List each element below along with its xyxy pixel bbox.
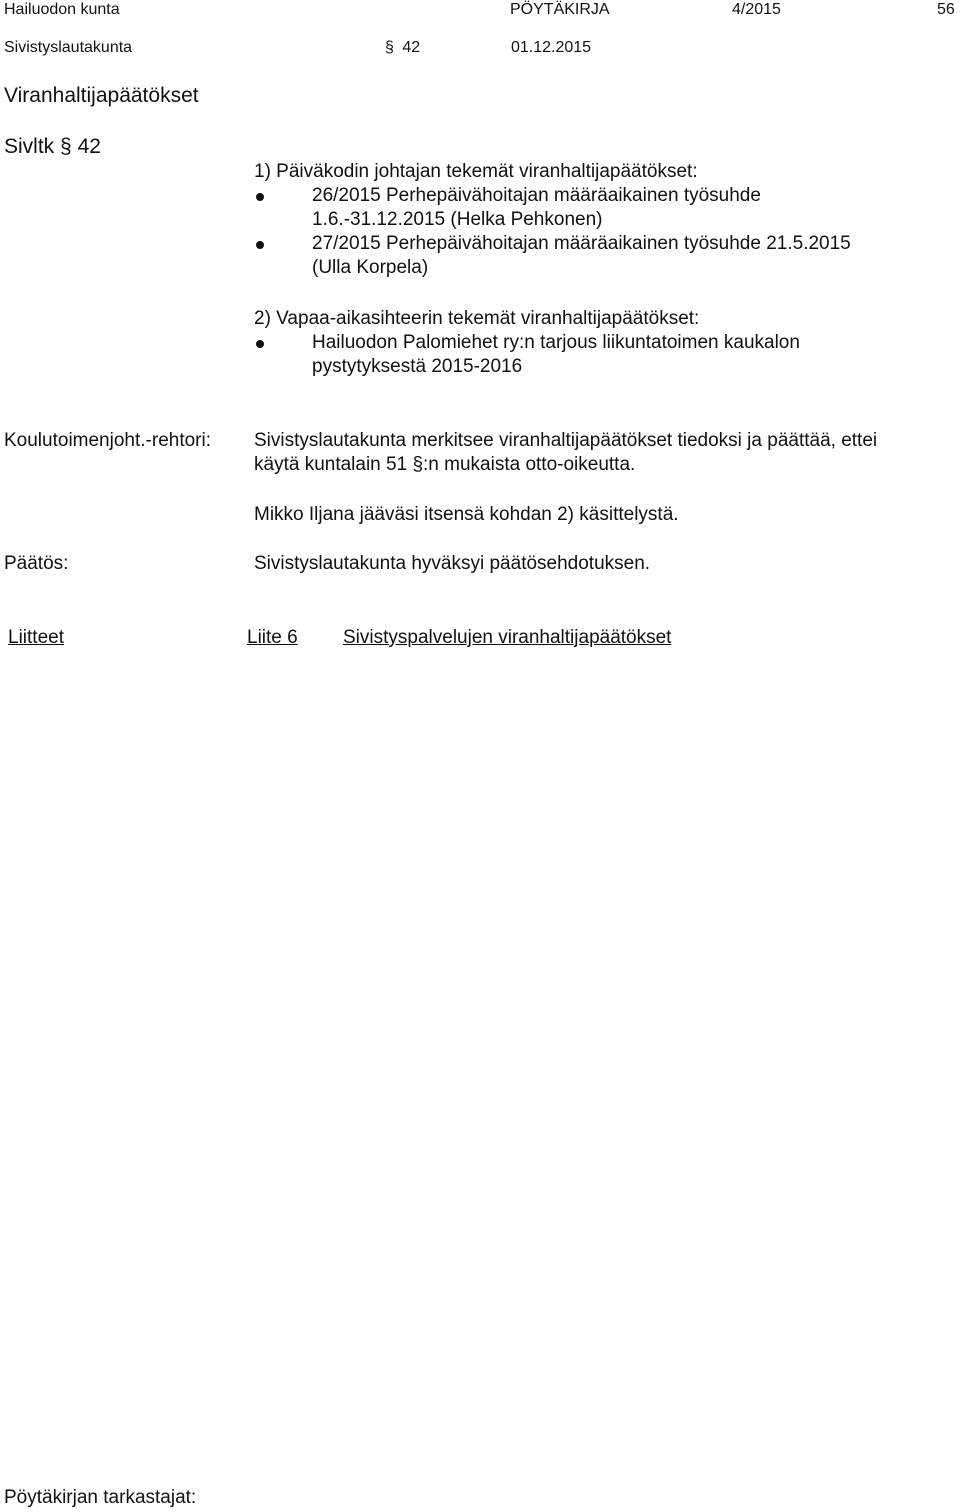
section-reference [385, 39, 420, 57]
proposal-line2-start: käytä kuntalain 51 [254, 454, 408, 475]
bullet-icon [256, 241, 264, 249]
proposal-section-sign: § [412, 454, 424, 475]
item1-heading: 1) Päiväkodin johtajan tekemät viranhaltijapäätökset: [254, 161, 698, 182]
section-number: 42 [402, 39, 421, 56]
recusal-note: Mikko Iljana jääväsi itsensä kohdan 2) käsittelystä. [254, 504, 679, 525]
item1-bullet1-line1: 26/2015 Perhepäivähoitajan määräaikainen työsuhde [312, 185, 761, 206]
section-sign: § [385, 39, 394, 56]
item2-bullet1-line1: Hailuodon Palomiehet ry:n tarjous liikuntatoimen kaukalon [312, 332, 800, 353]
item1-bullet1-line2: 1.6.-31.12.2015 (Helka Pehkonen) [312, 209, 603, 230]
proposal-line2-end: :n mukaista otto-oikeutta. [423, 454, 636, 475]
section-label-prefix: Sivltk [4, 135, 55, 158]
reviewers-label: Pöytäkirjan tarkastajat: [4, 1487, 197, 1508]
bullet-icon [256, 193, 264, 201]
item1-bullet2-line2: (Ulla Korpela) [312, 257, 429, 278]
section-label [4, 135, 101, 159]
decision-label: Päätös: [4, 553, 69, 574]
proposal-label: Koulutoimenjoht.-rehtori: [4, 430, 211, 451]
attachment-number: Liite 6 [247, 627, 298, 648]
board-name: Sivistyslautakunta [4, 39, 133, 56]
proposal-line1: Sivistyslautakunta merkitsee viranhaltijapäätökset tiedoksi ja päättää, ettei [254, 430, 878, 451]
decision-text: Sivistyslautakunta hyväksyi päätösehdotuksen. [254, 553, 651, 574]
meeting-date: 01.12.2015 [511, 39, 592, 56]
attachment-title: Sivistyspalvelujen viranhaltijapäätökset [343, 627, 672, 648]
document-type: PÖYTÄKIRJA [510, 1, 610, 18]
item2-bullet1-line2: pystytyksestä 2015-2016 [312, 356, 523, 377]
item2-heading: 2) Vapaa-aikasihteerin tekemät viranhaltijapäätökset: [254, 308, 700, 329]
section-label-sign: § [60, 135, 72, 158]
municipality-name: Hailuodon kunta [4, 1, 120, 18]
attachments-label: Liitteet [8, 627, 64, 648]
page-number: 56 [937, 1, 955, 18]
proposal-line2 [254, 453, 635, 477]
bullet-icon [256, 340, 264, 348]
item1-bullet2-line1: 27/2015 Perhepäivähoitajan määräaikainen työsuhde 21.5.2015 [312, 233, 851, 254]
document-number: 4/2015 [732, 1, 781, 18]
page-title: Viranhaltijapäätökset [4, 84, 199, 107]
section-label-number: 42 [77, 135, 101, 158]
